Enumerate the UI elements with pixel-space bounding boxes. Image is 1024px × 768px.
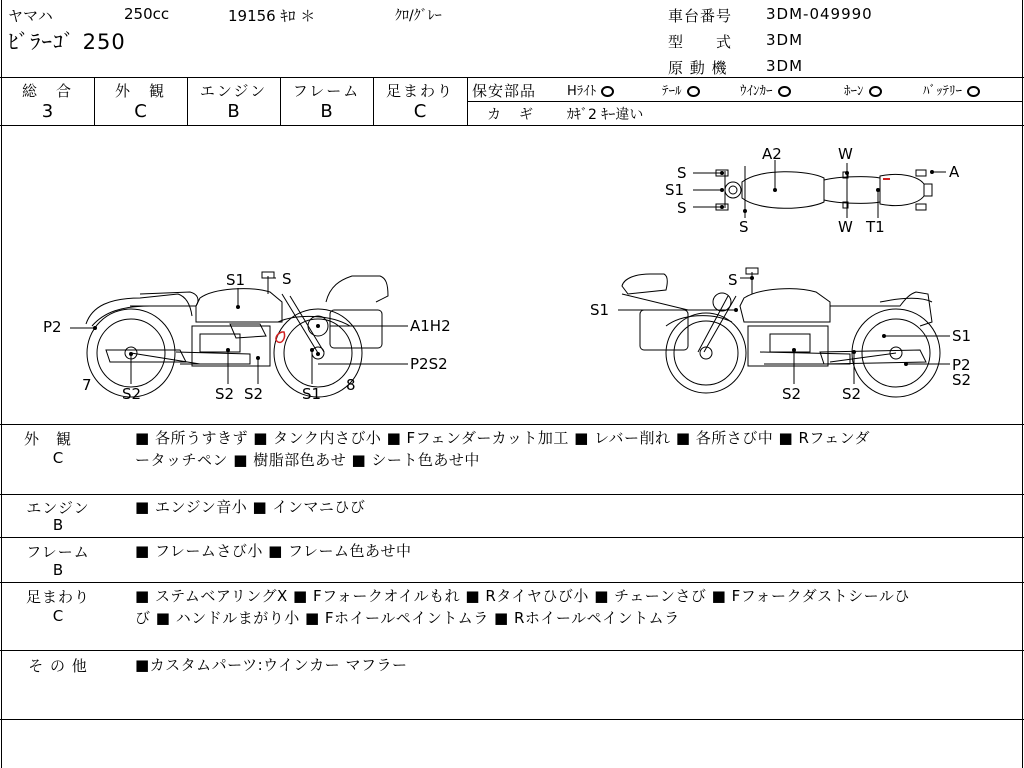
remark-text-other: ■カスタムパーツ:ウインカー マフラー	[135, 656, 408, 674]
type-value: 3DM	[766, 31, 804, 49]
left-label-s: S	[728, 271, 738, 289]
top-view-leaders	[693, 160, 946, 218]
right-label-s2-b: S2	[215, 385, 235, 403]
remark-divider-5	[0, 719, 1024, 720]
ok-circle-icon	[967, 86, 980, 97]
safety-divider	[467, 101, 1023, 102]
safety-parts-label: 保安部品	[472, 82, 537, 100]
remark-text-suspension-1: ■ ステムベアリングX ■ Fフォークオイルもれ ■ Rタイヤひび小 ■ チェーンさび ■ Fフォークダストシールひ	[135, 587, 910, 605]
suspension-grade: C	[413, 101, 427, 122]
right-label-s: S	[282, 270, 292, 288]
top-label-t1: T1	[866, 218, 885, 236]
right-label-8: 8	[346, 376, 356, 394]
key-label: カ ギ	[487, 107, 535, 123]
frame-grade: B	[320, 101, 333, 122]
remark-divider-3	[0, 582, 1024, 583]
headlight-item	[567, 80, 614, 99]
mileage: 19156 ｷﾛ ＊	[228, 7, 316, 25]
model-name: ﾋﾞﾗｰｺﾞ 250	[8, 30, 126, 54]
header-divider	[0, 77, 1024, 78]
taillight-label: ﾃｰﾙ	[662, 84, 682, 99]
overall-label: 総 合	[21, 82, 73, 100]
remark-text-frame: ■ フレームさび小 ■ フレーム色あせ中	[135, 542, 412, 560]
battery-item	[923, 80, 980, 99]
remark-grade-exterior: C	[52, 449, 64, 467]
top-label-s1-mid: S1	[665, 181, 685, 199]
right-view-labels	[43, 270, 451, 403]
maker-name: ヤマハ	[8, 7, 53, 25]
exterior-label: 外 観	[114, 82, 166, 100]
winker-item	[740, 80, 791, 99]
remark-title-exterior: 外 観	[23, 430, 72, 448]
remark-title-engine: エンジン	[26, 499, 90, 517]
top-label-w2: W	[838, 218, 853, 236]
top-label-a2: A2	[762, 145, 782, 163]
remark-grade-suspension: C	[52, 607, 64, 625]
remark-grade-frame: B	[52, 561, 64, 579]
displacement: 250cc	[124, 5, 170, 23]
diagram-divider	[0, 424, 1024, 425]
right-label-p2: P2	[43, 318, 62, 336]
chassis-number: 3DM-049990	[766, 5, 873, 23]
right-label-s2-a: S2	[122, 385, 142, 403]
battery-label: ﾊﾞｯﾃﾘｰ	[923, 84, 962, 99]
right-label-a1h2: A1H2	[410, 317, 451, 335]
ok-circle-icon	[687, 86, 700, 97]
left-label-p2: P2	[952, 356, 971, 374]
overall-grade: 3	[41, 101, 54, 122]
ok-circle-icon	[601, 86, 614, 97]
right-label-s1-b: S1	[302, 385, 322, 403]
winker-label: ｳｲﾝｶｰ	[740, 84, 773, 99]
engine-label: 原 動 機	[668, 59, 728, 77]
remark-divider-2	[0, 537, 1024, 538]
headlight-label: Hﾗｲﾄ	[567, 84, 597, 99]
left-label-s1-b: S1	[952, 327, 972, 345]
horn-item	[844, 80, 882, 99]
left-side-bike	[622, 268, 940, 397]
remark-title-frame: フレーム	[26, 543, 90, 561]
right-label-s2-c: S2	[244, 385, 264, 403]
remark-title-suspension: 足まわり	[25, 588, 90, 606]
remark-grade-engine: B	[52, 516, 64, 534]
remark-text-exterior-2: ータッチペン ■ 樹脂部色あせ ■ シート色あせ中	[135, 451, 480, 469]
top-view-bike	[716, 163, 932, 218]
exterior-grade: C	[134, 101, 147, 122]
ok-circle-icon	[869, 86, 882, 97]
engine-model: 3DM	[766, 57, 804, 75]
top-label-s3: S	[677, 199, 687, 217]
remark-text-engine: ■ エンジン音小 ■ インマニひび	[135, 498, 366, 516]
left-label-s2-a: S2	[782, 385, 802, 403]
remark-title-other: そ の 他	[28, 657, 88, 675]
left-view-labels	[590, 271, 971, 403]
right-label-7: 7	[82, 376, 92, 394]
remark-divider-4	[0, 650, 1024, 651]
remark-text-exterior-1: ■ 各所うすきず ■ タンク内さび小 ■ Fフェンダーカット加工 ■ レバー削れ ■ 各所さび中 ■ Rフェンダ	[135, 429, 871, 447]
suspension-label: 足まわり	[385, 82, 454, 100]
damage-diagram	[0, 126, 1024, 424]
top-label-s4: S	[739, 218, 749, 236]
left-view-leaders	[618, 277, 950, 385]
left-label-s2-c: S2	[952, 371, 972, 389]
right-label-p2s2: P2S2	[410, 355, 448, 373]
engine-grade: B	[227, 101, 240, 122]
body-color: ｸﾛ/ｸﾞﾚｰ	[395, 8, 442, 24]
taillight-item	[662, 80, 700, 99]
engine-rating-label: エンジン	[199, 82, 268, 100]
frame-label: フレーム	[292, 82, 361, 100]
key-value: ｶｷﾞ2 ｷｰ違い	[567, 107, 644, 123]
remark-text-suspension-2: び ■ ハンドルまがり小 ■ Fホイールペイントムラ ■ Rホイールペイントムラ	[135, 609, 680, 627]
remark-divider-1	[0, 494, 1024, 495]
top-label-a: A	[949, 163, 960, 181]
chassis-label: 車台番号	[668, 7, 733, 25]
top-label-w1: W	[838, 145, 853, 163]
right-view-leaders	[70, 278, 408, 384]
type-label: 型 式	[668, 33, 733, 51]
horn-label: ﾎｰﾝ	[844, 84, 864, 99]
top-label-s1: S	[677, 164, 687, 182]
left-label-s1-a: S1	[590, 301, 610, 319]
right-label-s1: S1	[226, 271, 246, 289]
left-label-s2-b: S2	[842, 385, 862, 403]
ok-circle-icon	[778, 86, 791, 97]
